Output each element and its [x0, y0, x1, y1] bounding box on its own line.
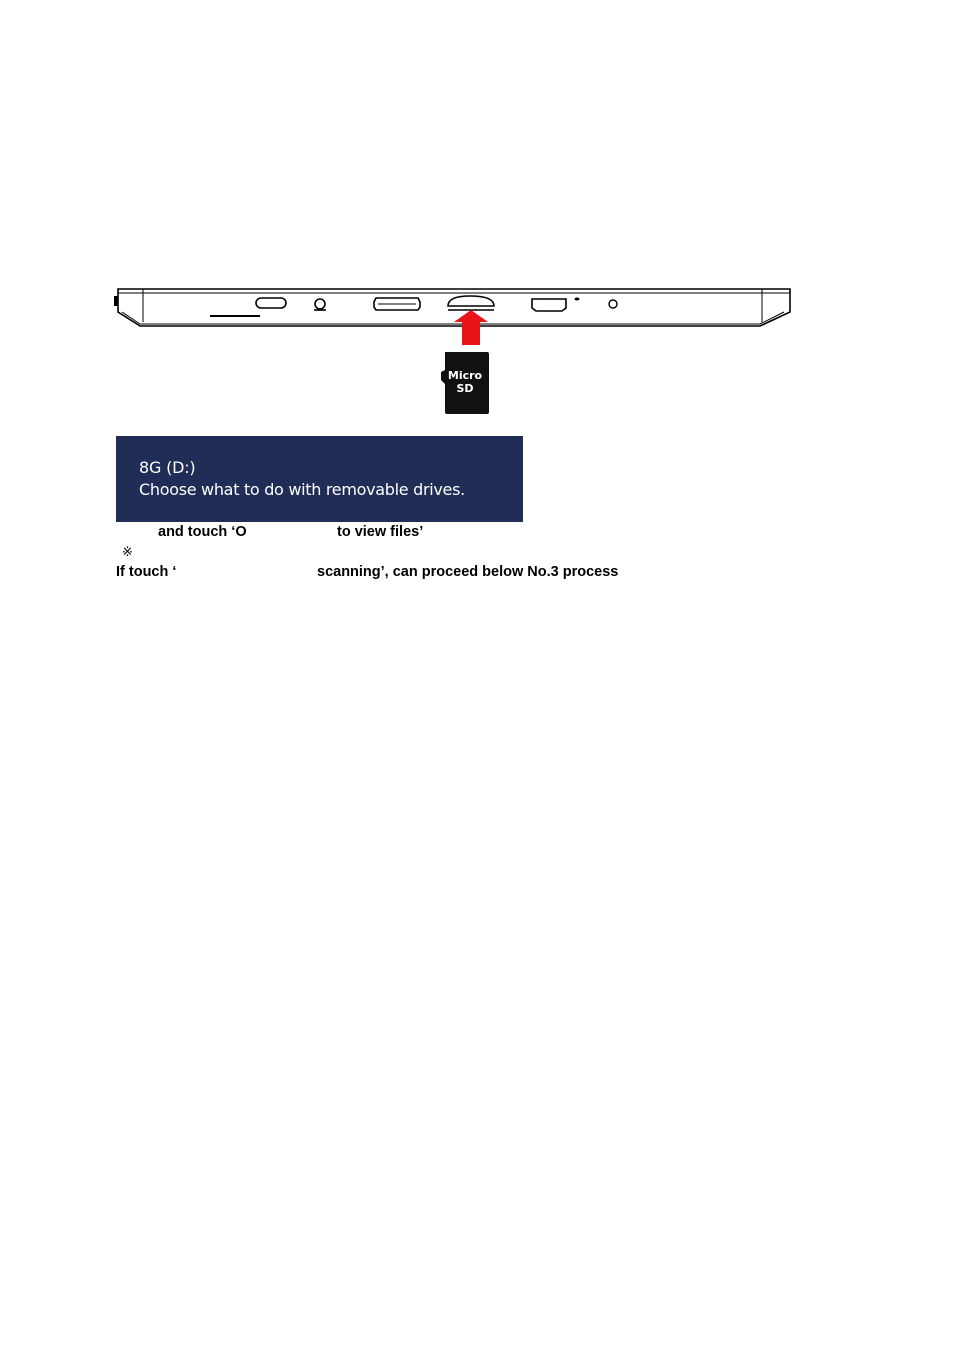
indicator-led: [575, 298, 580, 301]
microsd-card-icon: [441, 352, 489, 414]
port-hdmi: [374, 298, 420, 310]
notification-title: 8G (D:): [139, 458, 196, 477]
tablet-body: [114, 289, 790, 326]
instruction-line1-part1: and touch ‘O: [158, 524, 247, 540]
microsd-card-label: [441, 369, 489, 395]
instruction-line3-part2: scanning’, can proceed below No.3 process: [317, 564, 619, 580]
removable-drive-notification[interactable]: [116, 436, 523, 522]
port-usb: [256, 298, 286, 308]
port-micro-usb: [532, 299, 566, 311]
notification-subtitle: Choose what to do with removable drives.: [139, 480, 465, 499]
port-microsd-slot: [448, 296, 494, 310]
microsd-label-line2: SD: [456, 382, 474, 395]
reference-mark: ※: [122, 544, 133, 559]
port-audio-jack: [314, 299, 326, 310]
instruction-line1-part2: to view files’: [337, 524, 424, 540]
instruction-line3-part1: If touch ‘: [116, 564, 177, 580]
insert-direction-arrow: [454, 310, 488, 345]
port-pinhole: [609, 300, 617, 308]
microsd-label-line1: Micro: [447, 369, 483, 382]
